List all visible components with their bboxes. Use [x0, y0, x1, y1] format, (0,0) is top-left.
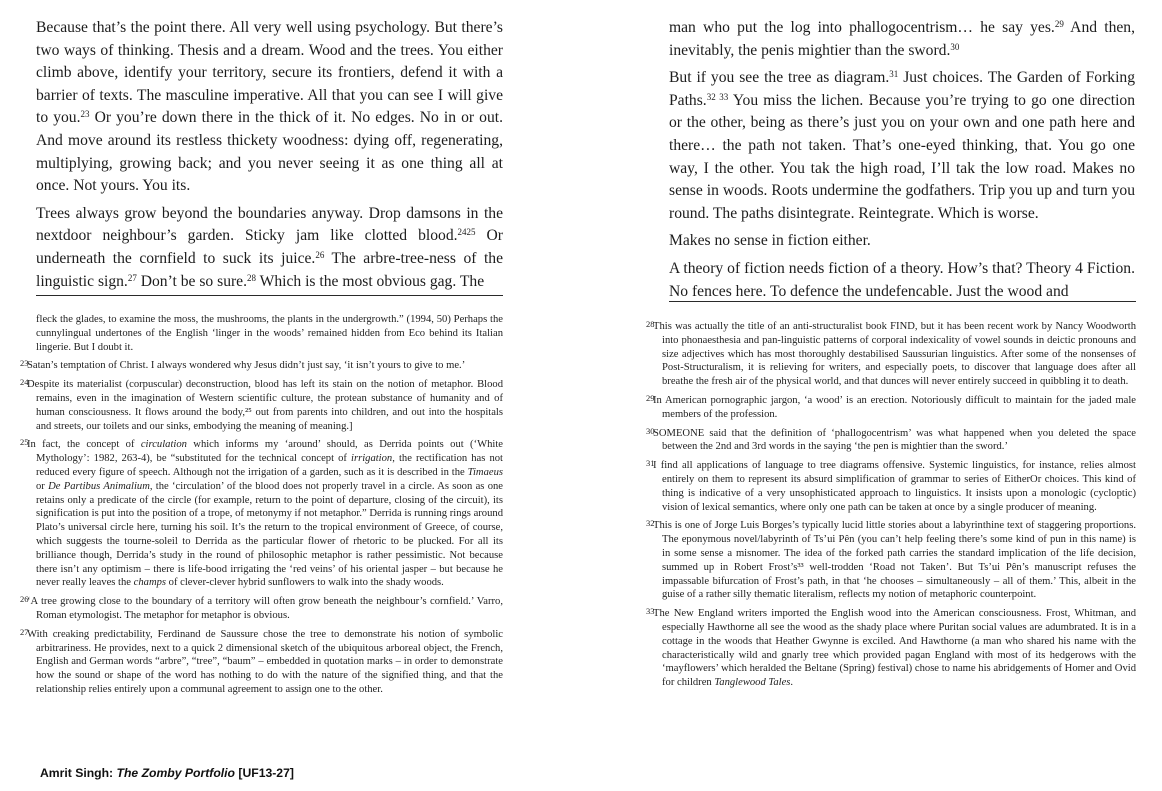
footnote-text: In American pornographic jargon, ‘a wood’ is an erection. Notoriously difficult to maintain for the jaded male members of the profession.: [653, 394, 1136, 420]
right-footnotes: [646, 320, 1136, 695]
text-run: which informs my ‘around’ should, as Derrida points out (‘White Mythology’: 1982, 263-4), be “substituted for the technical concept of: [36, 439, 503, 465]
italic-title: champs: [133, 577, 167, 589]
footnote-reference: 29: [1054, 19, 1064, 29]
footnote-reference: 23: [80, 109, 90, 120]
text-run: But if you see the tree as diagram.: [669, 69, 890, 87]
body-paragraph: [669, 17, 1135, 62]
text-run: Or underneath the cornfield to suck its juice.: [36, 227, 503, 267]
footer-title: The Zomby Portfolio: [116, 766, 235, 780]
text-run: The New England writers imported the English wood into the American consciousness. Frost, Whitman, and especially Hawthorne all see the wood as the shady place where Puritan social values are adumbrated. It is in a cottage in the woods that Heather Gwynne is exciled. And Hawthorne (a man who shared his name with the characteristically wild and gnarly tree which provided pagan England with most of its hedgerows with the ‘mayflowers’ which heralded the Beltane (Spring) festival) chose to name his abridgements of Homer and Ovid for children: [653, 608, 1136, 689]
page-footer: [40, 766, 294, 780]
footnote: [20, 378, 503, 433]
text-run: or: [36, 480, 49, 492]
footer-code: [UF13-27]: [235, 766, 294, 780]
right-body-text: [669, 17, 1135, 308]
footnote-text: ‘A tree growing close to the boundary of a territory will often grow beneath the neighbour’s cornfield.’ Varro, Roman etymologist. The metaphor for metaphor is obvious.: [27, 596, 503, 621]
text-run: man who put the log into phallogocentrism… he say yes.: [669, 19, 1055, 36]
text-run: You miss the lichen. Because you’re trying to go one direction or the other, being as there’s just you on your own and one path here and there… the path not taken. That’s one-eyed thinking, that. You go one way, I the other. You tak the high road, I’ll tak the low road. Makes no sense in woods. Roots undermine the godfathers. Trip you up and turn you round. The paths disintegrate. Reintegrate. Which is worse.: [669, 91, 1136, 222]
footnote-text: [27, 438, 503, 590]
text-run: , the rectification has not reduced every figure of speech. Although not the irrigation of a garden, such as it is described in the: [36, 453, 503, 478]
text-run: , the ‘circulation’ of the blood does not properly travel in a circle. As soon as one retains only a predicate of the circle (for example, return to the point of departure, closing of the circuit), its signification is put into the position of a trope, of metonymy if not metaphor.” Derrida is running rings around Plato’s universal circle here, turning his soil. It’s the return to the tropical environment of Greece, of course, which suggests the tourne-soleil to Derrida as the particular flower of rhetoric to be plucked. For all its brilliance though, Derrida’s study in the round of philosophic metaphor is rather pessimistic. Not because there isn’t any optimism – there is life-bood irrigating the ‘red veins’ of his oriental jasper – but because he never really leaves the: [36, 480, 503, 589]
text-run: A theory of fiction needs fiction of a theory. How’s that? Theory 4 Fiction. No fences here. To defence the undefencable. Just the wood and: [669, 259, 1135, 300]
text-run: Don’t be so sure.: [136, 272, 247, 290]
footnote-text: This was actually the title of an anti-structuralist book FIND, but it has been recent work by Nancy Woodworth into phonaesthesia and pan-linguistic patterns of corporal indexicality of vowel sounds in deictic pronouns and size adjectives which has most thoroughly destabilised Saussurian linguistics. After some of the nonsenses of Post-Structuralism, it is relieving for writers, and especially poets, to discover that language does after all breathe the fresh air of the physical world, and that dunces will never entirely succeed in quibbling it to death.: [653, 321, 1136, 388]
footnote: [20, 438, 503, 590]
left-body-text: [36, 17, 503, 298]
footnote-reference: 32 33: [706, 91, 729, 102]
footnote-number: 32: [646, 518, 655, 529]
left-footnotes: [20, 313, 503, 702]
footnote-reference: 27: [127, 272, 137, 283]
body-paragraph: [669, 230, 1135, 253]
text-run: Trees always grow beyond the boundaries anyway. Drop damsons in the nextdoor neighbour’s garden. Sticky jam like clotted blood.: [36, 204, 503, 245]
footnote-reference: 2425: [457, 227, 476, 238]
footnote-separator-rule: [36, 295, 503, 296]
body-paragraph: [669, 258, 1135, 303]
body-paragraph: [36, 203, 503, 293]
footer-author: Amrit Singh:: [40, 766, 117, 780]
italic-title: irrigation: [351, 453, 393, 465]
footnote-text: This is one of Jorge Luis Borges’s typically lucid little stories about a labyrinthine text of staggering proportions. The eponymous novel/labyrinth of Ts’ui Pên (you can’t help feeling there’s some kind of pun in this name) is in some sense a misnomer. The idea of the forked path carries the standard implication of the life decision, summed up in Robert Frost’s³³ well-trodden ‘Road not Taken’. But Ts’ui Pên’s manuscript refuses the impassable bifurcation of Frost’s path, in that ‘he chooses – simultaneously – all of them.’ This, albeit in the guise of a rather silly thematic literalism, reflects my notion of metaphoric counterpoint.: [653, 520, 1136, 601]
footnote-text: Satan’s temptation of Christ. I always wondered why Jesus didn’t just say, ‘it isn’t yours to give to me.’: [27, 360, 466, 372]
footnote-text: SOMEONE said that the definition of ‘phallogocentrism’ was what happened when you deleted the space between the 2nd and 3rd words in the saying ‘the pen is mightier than the sword.’: [653, 427, 1136, 453]
italic-title: De Partibus Animalium: [48, 480, 150, 492]
footnote-number: 26: [20, 594, 29, 605]
footnote: [20, 359, 503, 373]
footnote-reference: 28: [247, 272, 256, 283]
footnote: [646, 519, 1136, 602]
footnote-number: 33: [646, 606, 655, 617]
footnote: [646, 394, 1136, 422]
footnote-number: 25: [20, 437, 29, 448]
footnote: [646, 427, 1136, 455]
text-run: Or you’re down there in the thick of it. No edges. No in or out. And move around its restless thickety woodness: dying off, regenerating, multiplying, growing back; and you never seeing it as one thing all at once. Not yours. You its.: [36, 109, 503, 195]
footnote-number: 28: [646, 319, 655, 329]
text-run: Which is the most obvious gag. The: [256, 272, 485, 290]
text-run: And then, inevitably, the penis mightier than the sword.: [669, 19, 1135, 59]
footnote-reference: 26: [315, 249, 325, 260]
footnote-number: 31: [646, 458, 655, 469]
footnote: [646, 459, 1136, 514]
text-run: Makes no sense in fiction either.: [669, 232, 871, 250]
italic-title: Timaeus: [467, 466, 503, 478]
text-run: .: [790, 677, 794, 689]
footnote: [20, 595, 503, 623]
footnote-reference: 31: [889, 69, 899, 80]
footnote: [20, 628, 503, 697]
footnote-text: With creaking predictability, Ferdinand de Saussure chose the tree to demonstrate his notion of symbolic arbitrariness. He provides, next to a quick 2 dimensional sketch of the ubiquitous arboreal object, the French, English and German words “arbre”, “tree”, “baum” – embedded in quotation marks – in order to demonstrate how the sound or shape of the word has nothing to do with the nature of the signified thing, and that the relationship relies entirely upon a communal agreement to assign one to the other.: [27, 628, 503, 695]
italic-title: Tanglewood Tales: [714, 677, 791, 689]
text-run: Just choices. The Garden of Forking Paths.: [669, 69, 1135, 109]
text-run: The arbre-tree-ness of the linguistic sign.: [36, 249, 504, 290]
italic-title: circulation: [140, 439, 187, 451]
text-run: Because that’s the point there. All very well using psychology. But there’s two ways of thinking. Thesis and a dream. Wood and the trees. You either climb above, identify your territory, secure its frontiers, defend it with a barrier of texts. The masculine imperative. All that you can see I will give to you.: [36, 19, 503, 127]
footnote-reference: 30: [950, 41, 960, 52]
footnote-text: [653, 607, 1136, 690]
body-paragraph: [36, 17, 503, 198]
footnote-number: 24: [20, 377, 29, 388]
footnote: [20, 313, 503, 354]
footnote: [646, 320, 1136, 389]
text-run: of clever-clever hybrid sunflowers to walk into the shady woods.: [166, 577, 444, 589]
footnote-text: Despite its materialist (corpuscular) deconstruction, blood has left its stain on the notion of metaphor. Blood remains, even in the imagination of Western scientific culture, the protean substance of humanity and of human consciousness. It flows around the body,²⁵ out from parents into children, and out into the hospitals and streets, our toilets and our sinks, embodying the meaning of meaning.]: [27, 379, 503, 432]
footnote-number: 27: [20, 626, 29, 637]
footnote-text: I find all applications of language to tree diagrams offensive. Systemic linguistics, for instance, relies almost entirely on them to represent its absurd simplification of grammar to series of EitherOr choices. This kind of thing is indicative of a very unsophisticated approach to linguistics. It insists upon a monologic (cycloptic) vision of lexical semantics, where only one path can be taken at once by a single producer of meaning.: [653, 460, 1136, 513]
text-run: In fact, the concept of: [27, 439, 141, 451]
footnote-separator-rule: [669, 301, 1136, 302]
footnote: [646, 607, 1136, 690]
footnote-text: fleck the glades, to examine the moss, the mushrooms, the plants in the undergrowth.” (1994, 50) Perhaps the cunnylingual undertones of the English ‘linger in the woods’ remained hidden from Eco behind its Italian lingerie. But I doubt it.: [36, 314, 503, 353]
body-paragraph: [669, 67, 1135, 225]
footnote-number: 23: [20, 358, 29, 369]
footnote-number: 30: [646, 425, 655, 436]
footnote-number: 29: [646, 392, 655, 403]
